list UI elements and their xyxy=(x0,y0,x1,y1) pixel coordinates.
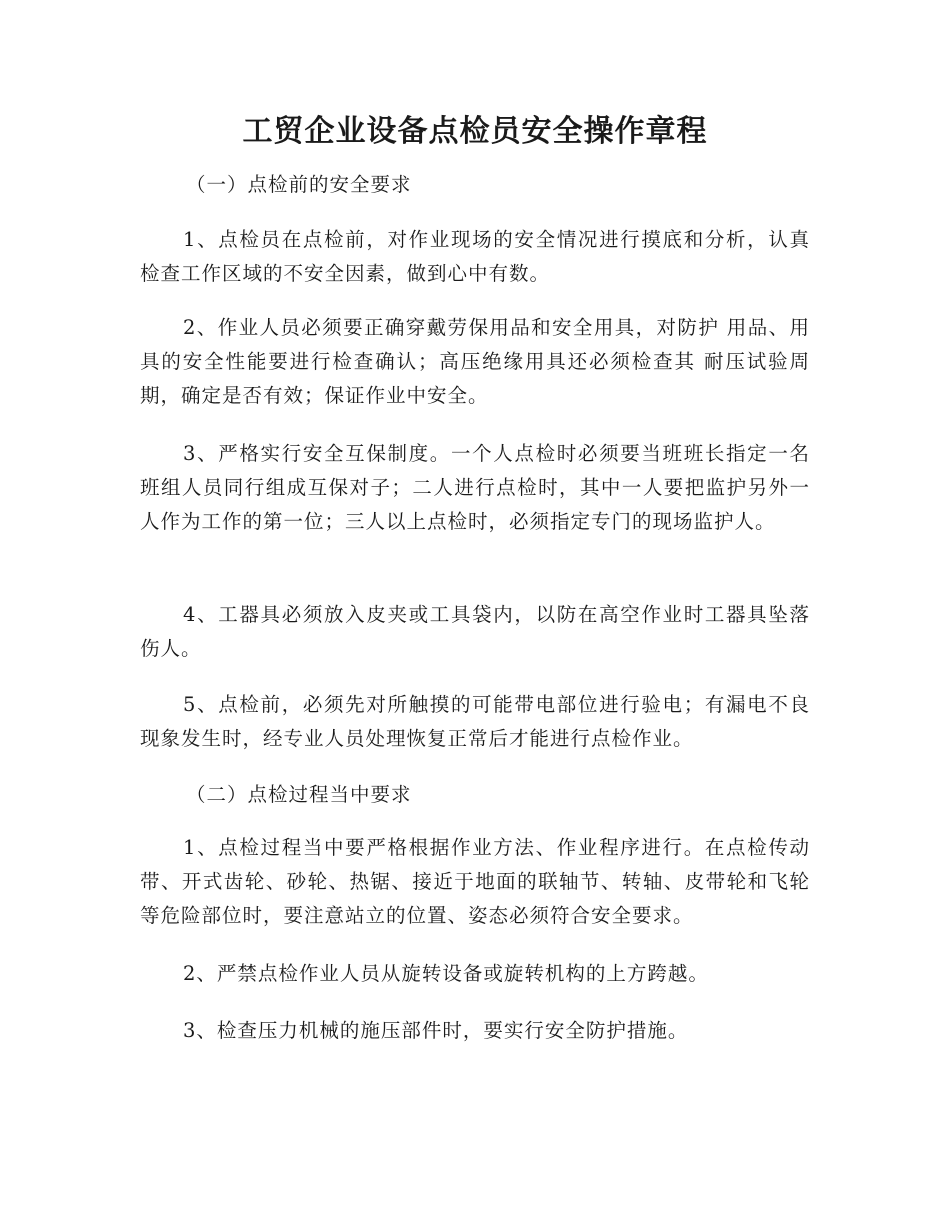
section-heading-2: （二）点检过程当中要求 xyxy=(186,783,412,806)
section1-paragraph-3: 3、严格实行安全互保制度。一个人点检时必须要当班班长指定一名班组人员同行组成互保对子；二人进行点检时，其中一人要把监护另外一人作为工作的第一位；三人以上点检时，必须指定专门的现场监护人。 xyxy=(140,442,810,533)
section2-paragraph-2: 2、严禁点检作业人员从旋转设备或旋转机构的上方跨越。 xyxy=(183,962,709,985)
section1-paragraph-1: 1、点检员在点检前，对作业现场的安全情况进行摸底和分析，认真检查工作区域的不安全因素，做到心中有数。 xyxy=(140,228,810,285)
section1-paragraph-2: 2、作业人员必须要正确穿戴劳保用品和安全用具，对防护 用品、用具的安全性能要进行检查确认；高压绝缘用具还必须检查其 耐压试验周期，确定是否有效；保证作业中安全。 xyxy=(140,316,810,407)
section1-paragraph-5: 5、点检前，必须先对所触摸的可能带电部位进行验电；有漏电不良现象发生时，经专业人员处理恢复正常后才能进行点检作业。 xyxy=(140,693,810,750)
section-heading-1: （一）点检前的安全要求 xyxy=(186,173,412,196)
document-title: 工贸企业设备点检员安全操作章程 xyxy=(242,114,708,149)
section1-paragraph-4: 4、工器具必须放入皮夹或工具袋内，以防在高空作业时工器具坠落伤人。 xyxy=(140,603,810,660)
section2-paragraph-3: 3、检查压力机械的施压部件时，要实行安全防护措施。 xyxy=(183,1019,689,1042)
section2-paragraph-1: 1、点检过程当中要严格根据作业方法、作业程序进行。在点检传动带、开式齿轮、砂轮、热锯、接近于地面的联轴节、转轴、皮带轮和飞轮等危险部位时，要注意站立的位置、姿态必须符合安全要求。 xyxy=(140,836,810,927)
